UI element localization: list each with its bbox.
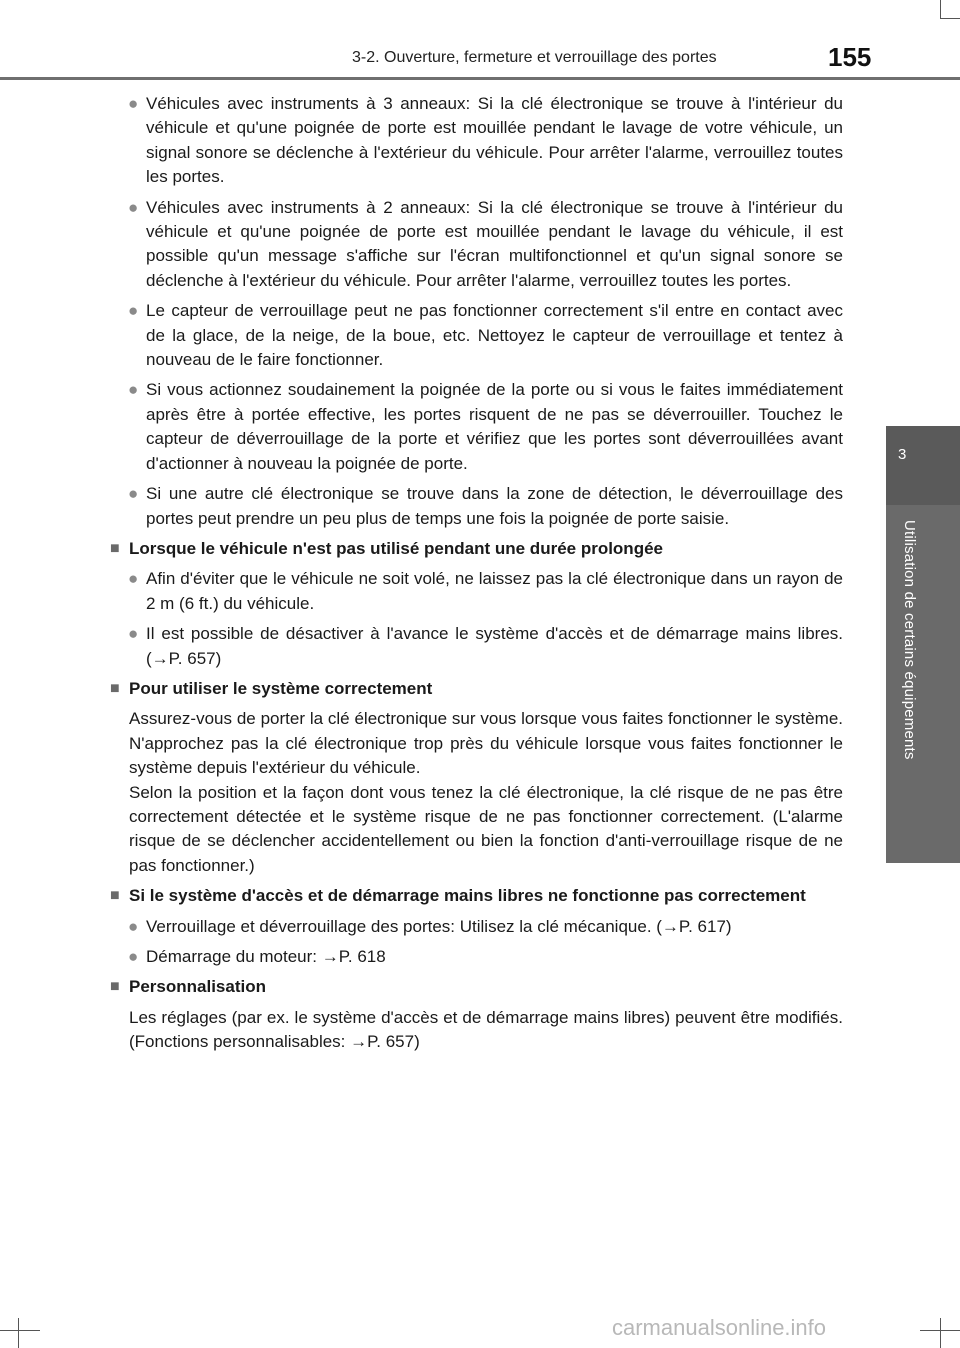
section-heading xyxy=(110,537,843,561)
heading-text: Personnalisation xyxy=(129,977,266,997)
bullet-item xyxy=(110,482,843,531)
bullet-icon: ● xyxy=(128,624,139,644)
bullet-icon: ● xyxy=(128,380,139,400)
chapter-tab[interactable] xyxy=(886,426,960,506)
bullet-text: Verrouillage et déverrouillage des portes: Utilisez la clé mécanique. (→P. 617) xyxy=(146,916,732,936)
body-paragraph xyxy=(110,707,843,878)
bullet-text: Il est possible de désactiver à l'avance le système d'accès et de démarrage mains libres. (→P. 657) xyxy=(146,624,843,668)
bullet-item xyxy=(110,622,843,671)
paragraph-text: Les réglages (par ex. le système d'accès et de démarrage mains libres) peuvent être modifiés. (Fonctions personnalisables: →P. 657) xyxy=(129,1007,843,1052)
section-heading xyxy=(110,677,843,701)
crop-mark xyxy=(940,18,960,19)
bullet-icon: ● xyxy=(128,947,139,966)
paragraph-text: Assurez-vous de porter la clé électronique sur vous lorsque vous faites fonctionner le système. N'approchez pas la clé électronique trop près du véhicule lorsque vous faites fonctionner le système depuis l'extérieur du véhicule. xyxy=(129,709,843,778)
bullet-item xyxy=(110,378,843,476)
bullet-text: Véhicules avec instruments à 3 anneaux: Si la clé électronique se trouve à l'intérieur du véhicule et qu'une poignée de porte est mouillée pendant le lavage de votre véhicule, un signal sonore se déclenche à l'extérieur du véhicule. Pour arrêter l'alarme, verrouillez toutes les portes. xyxy=(146,94,843,187)
heading-text: Pour utiliser le système correctement xyxy=(129,678,433,698)
running-header-title: 3-2. Ouverture, fermeture et verrouillage des portes xyxy=(352,49,717,66)
footer-watermark: carmanualsonline.info xyxy=(612,1315,827,1340)
page-number: 155 xyxy=(828,42,872,72)
bullet-icon: ● xyxy=(128,569,139,589)
section-heading xyxy=(110,975,843,999)
bullet-text: Afin d'éviter que le véhicule ne soit volé, ne laissez pas la clé électronique dans un rayon de 2 m (6 ft.) du véhicule. xyxy=(146,569,843,613)
page-body xyxy=(110,92,843,1061)
bullet-item xyxy=(110,299,843,372)
crop-mark xyxy=(940,0,941,18)
heading-text: Lorsque le véhicule n'est pas utilisé pendant une durée prolongée xyxy=(129,538,663,558)
bullet-item xyxy=(110,567,843,616)
bullet-text: Le capteur de verrouillage peut ne pas fonctionner correctement s'il entre en contact avec de la glace, de la neige, de la boue, etc. Nettoyez le capteur de verrouillage et tentez à nouveau de le faire fonctionner. xyxy=(146,301,843,370)
bullet-icon: ● xyxy=(128,916,139,936)
bullet-text: Si vous actionnez soudainement la poignée de la porte ou si vous le faites immédiatement après être à portée effective, les portes risquent de ne pas se déverrouiller. Touchez le capteur de déverrouillage de la porte et vérifiez que les portes sont déverrouillées avant d'actionner à nouveau la poignée de porte. xyxy=(146,380,843,473)
bullet-item xyxy=(110,915,843,939)
heading-text: Si le système d'accès et de démarrage mains libres ne fonctionne pas correctement xyxy=(129,886,806,906)
section-heading xyxy=(110,884,843,908)
bullet-item xyxy=(110,196,843,294)
bullet-icon: ● xyxy=(128,484,139,504)
crop-mark xyxy=(18,1318,19,1348)
paragraph-text: Selon la position et la façon dont vous tenez la clé électronique, la clé risque de ne pas être correctement détectée et le système risque de ne pas fonctionner correctement. (L'alarme risque de se déclencher accidentellement ou bien la fonction d'anti-verrouillage risque de ne pas fonctionner.) xyxy=(129,782,843,875)
header-divider xyxy=(0,77,960,80)
bullet-icon: ● xyxy=(128,197,139,217)
bullet-item xyxy=(110,92,843,190)
bullet-text: Si une autre clé électronique se trouve dans la zone de détection, le déverrouillage des portes peut prendre un peu plus de temps une fois la poignée de porte saisie. xyxy=(146,484,843,528)
heading-square-icon: ■ xyxy=(110,539,120,557)
heading-square-icon: ■ xyxy=(110,978,120,996)
crop-mark xyxy=(940,1318,941,1348)
body-paragraph xyxy=(110,1006,843,1055)
chapter-tab-number: 3 xyxy=(898,446,907,463)
bullet-text: Véhicules avec instruments à 2 anneaux: Si la clé électronique se trouve à l'intérieur du véhicule et qu'une poignée de porte est mouillée pendant le lavage du véhicule, il est possible qu'un message s'affiche sur l'écran multifonctionnel et qu'un signal sonore se déclenche à l'extérieur du véhicule. Pour arrêter l'alarme, verrouillez toutes les portes. xyxy=(146,197,843,290)
bullet-text: Démarrage du moteur: →P. 618 xyxy=(146,947,386,966)
bullet-icon: ● xyxy=(128,94,139,113)
heading-square-icon: ■ xyxy=(110,679,120,697)
crop-mark xyxy=(920,1330,960,1331)
chapter-tab-label: Utilisation de certains équipements xyxy=(901,520,918,760)
heading-square-icon: ■ xyxy=(110,887,120,905)
bullet-icon: ● xyxy=(128,301,139,321)
crop-mark xyxy=(0,1330,40,1331)
bullet-item xyxy=(110,945,843,969)
